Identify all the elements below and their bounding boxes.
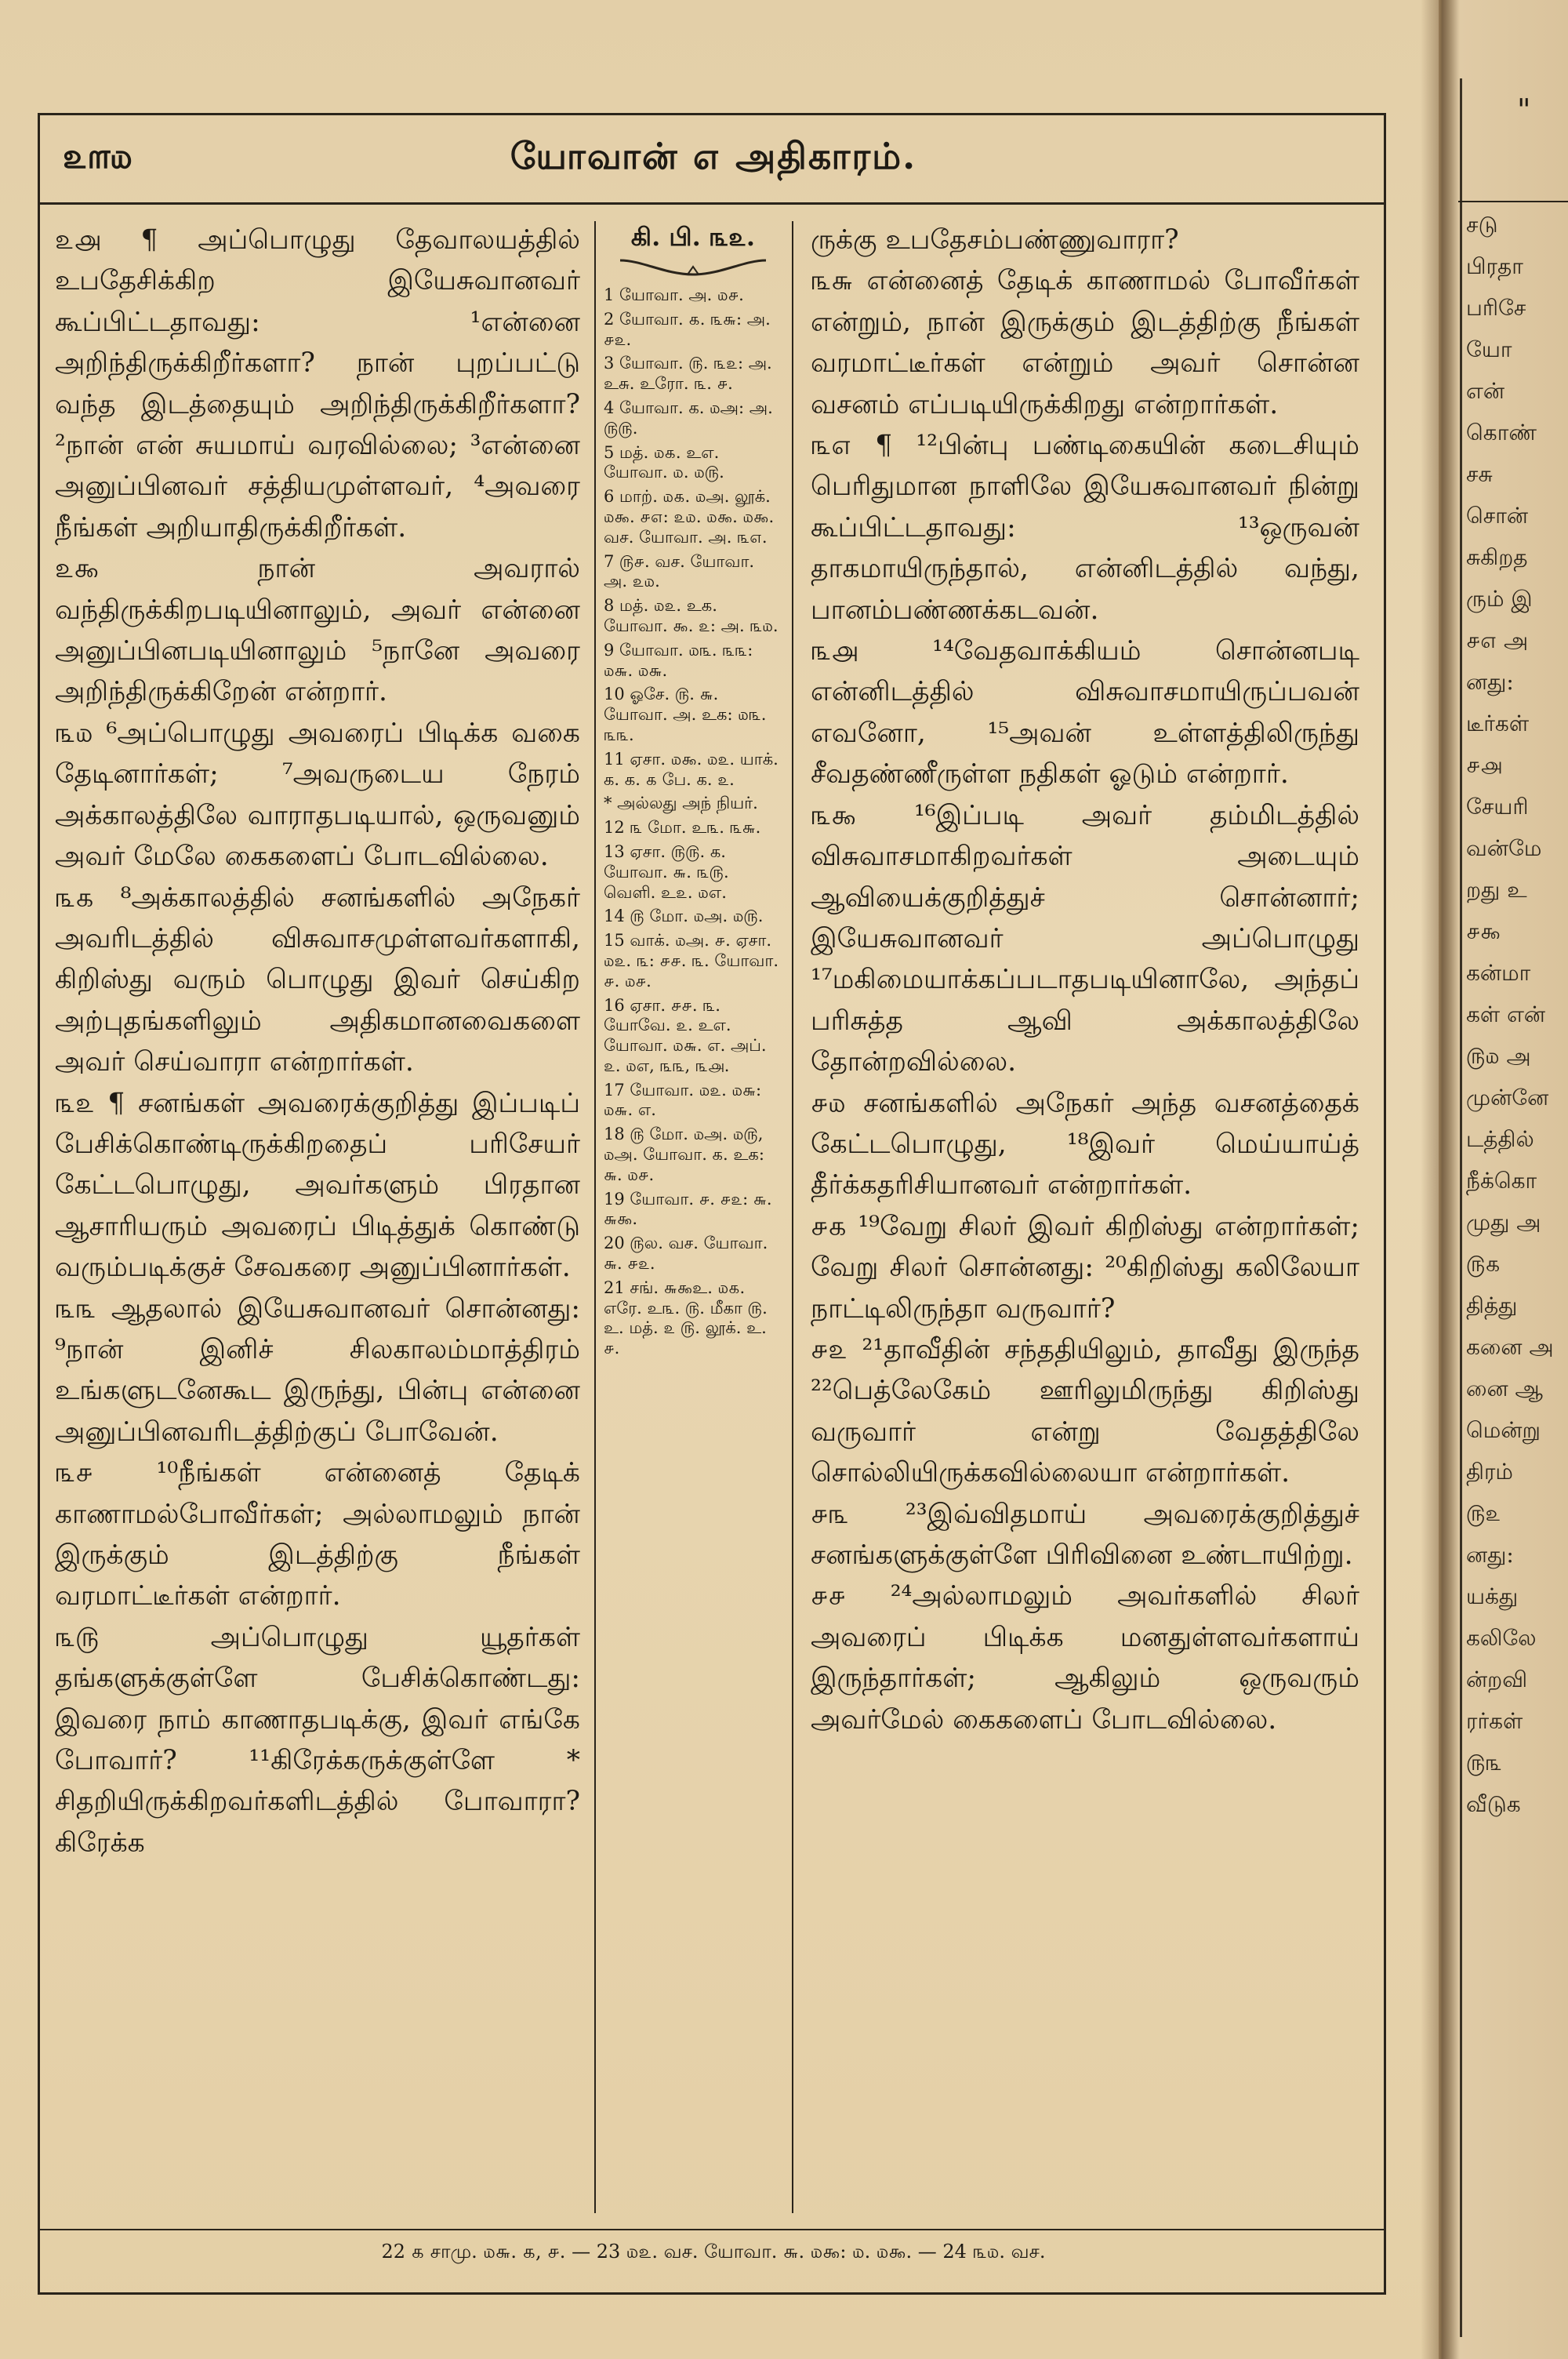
next-page-line-fragment: சேயரி (1466, 794, 1529, 820)
next-page-line-fragment: னது: (1466, 669, 1514, 695)
next-page-line-fragment: ௪௯ (1466, 918, 1501, 944)
cross-reference-note: 1 யோவா. அ. ௰௪. (604, 285, 744, 304)
next-page-header-rule (1458, 201, 1568, 202)
next-page-line-fragment: நீக்கொ (1466, 1168, 1537, 1194)
next-page-line-fragment: ௫௧ (1466, 1251, 1501, 1277)
page-number: ௨௱௰ (63, 136, 132, 176)
next-page-line-fragment: பிரதா (1466, 253, 1523, 279)
page-title: யோவான் ௭ அதிகாரம். (510, 135, 917, 177)
right-column-verse: ௪௧ ¹⁹வேறு சிலர் இவர் கிறிஸ்து என்றார்கள்; வேறு சிலர் சொன்னது: ²⁰கிறிஸ்து கலிலேயா நாட்டிலிருந்தா வருவார்? (811, 1210, 1359, 1325)
cross-reference-note: 5 மத். ௰௧. உஎ. யோவா. ௰. ௰௫. (604, 442, 724, 482)
next-page-line-fragment: முன்னே (1466, 1085, 1549, 1110)
next-page-line-fragment: வன்மே (1466, 835, 1542, 861)
next-page-line-fragment: ௫௰ அ (1466, 1043, 1531, 1069)
next-page-line-fragment: ன்றவி (1466, 1667, 1528, 1692)
next-page-line-fragment: தித்து (1466, 1292, 1518, 1318)
next-page-line-fragment: கலிலே (1466, 1625, 1537, 1651)
next-page-line-fragment: டத்தில் (1466, 1126, 1534, 1152)
cross-reference-note: 12 ௩ மோ. உ௩. ௩௬. (604, 818, 761, 838)
next-page-line-fragment: கனை அ (1466, 1334, 1554, 1360)
cross-reference-note: 10 ஓசே. ௫. ௬. யோவா. அ. உக: ௰௩. ௩௩. (604, 685, 767, 744)
cross-reference-note: 16 ஏசா. ௪௪. ௩. யோவே. ௨. உஎ. யோவா. ௰௬. எ. அப். ௨. ௰எ, ௩௩, ௩௮. (604, 995, 767, 1075)
cross-reference-note: 9 யோவா. ௰௩. ௩௩: ௰௬. ௰௬. (604, 640, 753, 680)
next-page-line-fragment: னது: (1466, 1542, 1514, 1568)
cross-reference-note: 17 யோவா. ௰௨. ௰௬: ௰௬. எ. (604, 1080, 762, 1120)
next-page-line-fragment: கன்மா (1466, 960, 1531, 986)
cross-reference-column (604, 220, 782, 1363)
next-page-line-fragment: ௪௭ அ (1466, 627, 1529, 653)
next-page-line-fragment: சொன் (1466, 503, 1529, 529)
right-column-verse: ௩௬ என்னைத் தேடிக் காணாமல் போவீர்கள் என்றும், நான் இருக்கும் இடத்திற்கு நீங்கள் வரமாட்டீர்கள் என்றும் அவர் சொன்ன வசனம் எப்படியிருக்கிறது என்றார்கள். (811, 265, 1359, 420)
next-page-line-fragment: யக்து (1466, 1583, 1519, 1609)
next-page-line-fragment: சுகிறத (1466, 544, 1528, 570)
cross-reference-note: 19 யோவா. ௪. ௪௨: ௬. ௬௯. (604, 1189, 772, 1229)
next-page-line-fragment: ரும் இ (1466, 586, 1533, 612)
column-divider-left (594, 221, 596, 2213)
next-page-line-fragment: டீர்கள் (1466, 711, 1530, 736)
next-page-line-fragment: றது உ (1466, 877, 1527, 903)
cross-reference-note: 11 ஏசா. ௰௯. ௰௨. யாக். க. க. ௧ பே. க. ௨. (604, 749, 779, 789)
next-page-line-fragment: சசு (1466, 461, 1493, 487)
cross-reference-note: 6 மாற். ௰௧. ௰அ. லூக். ௰௯. ௪௭: ௨௰. ௰௯. ௰௯. வச. யோவா. அ. ௩௭. (604, 487, 775, 547)
right-column-verse: ௩௭ ¶ ¹²பின்பு பண்டிகையின் கடைசியும் பெரிதுமான நாளிலே இயேசுவானவர் நின்று கூப்பிட்டதாவது: ¹³ஒருவன் தாகமாயிருந்தால், என்னிடத்தில் வந்து, பானம்பண்ணக்கடவன். (811, 430, 1359, 626)
next-page-line-fragment: வீடுக (1466, 1791, 1521, 1817)
right-column-verse: ௪௪ ²⁴அல்லாமலும் அவர்களில் சிலர் அவரைப் பிடிக்க மனதுள்ளவர்களாய் இருந்தார்கள்; ஆகிலும் ஒருவரும் அவர்மேல் கைகளைப் போடவில்லை. (811, 1580, 1359, 1736)
next-page-line-fragment: முது அ (1466, 1209, 1541, 1235)
next-page-line-fragment: ௪௮ (1466, 752, 1503, 778)
cross-reference-note: 14 ௫ மோ. ௰அ. ௰௫. (604, 907, 764, 926)
next-page-line-fragment: ரர்கள் (1466, 1708, 1523, 1734)
next-page-line-fragment: ௫௩ (1466, 1750, 1502, 1776)
cross-reference-note: 21 சங். ௬௯உ. ௰௧. எரே. உ௩. ௫. மீகா ௫. உ. மத். ௨ ௫. லூக். உ. ௪. (604, 1278, 768, 1358)
left-column-verse: ௩௪ ¹⁰நீங்கள் என்னைத் தேடிக் காணாமல்போவீர்கள்; அல்லாமலும் நான் இருக்கும் இடத்திற்கு நீங்கள் வரமாட்டீர்கள் என்றார். (55, 1457, 580, 1612)
next-page-border (1460, 78, 1462, 2337)
left-text-column (55, 220, 580, 1863)
left-column-verse: ௨௯ நான் அவரால் வந்திருக்கிறபடியினாலும், அவர் என்னை அனுப்பினபடியினாலும் ⁵நானே அவரை அறிந்திருக்கிறேன் என்றார். (55, 553, 580, 708)
footnote-rule (38, 2229, 1386, 2230)
left-column-verse: ௩௩ ஆதலால் இயேசுவானவர் சொன்னது: ⁹நான் இனிச் சிலகாலம்மாத்திரம் உங்களுடனேகூட இருந்து, பின்பு என்னை அனுப்பினவரிடத்திற்குப் போவேன். (55, 1292, 580, 1448)
cross-reference-list (604, 285, 782, 1359)
cross-reference-note: 20 ௫ல. வச. யோவா. ௬. ௪௨. (604, 1234, 768, 1274)
next-page-line-fragment: பரிசே (1466, 295, 1526, 321)
right-column-verse: ௪௨ ²¹தாவீதின் சந்ததியிலும், தாவீது இருந்த ²²பெத்லேகேம் ஊரிலுமிருந்து கிறிஸ்து வருவார் என்று வேதத்திலே சொல்லியிருக்கவில்லையா என்றார்கள். (811, 1333, 1359, 1489)
cross-reference-note: 7 ௫௪. வச. யோவா. அ. ௨௰. (604, 551, 755, 591)
next-page-line-fragment: ௫௨ (1466, 1500, 1501, 1526)
next-page-line-fragment: னை ஆ (1466, 1376, 1543, 1401)
cross-reference-note: 4 யோவா. க. ௰அ: அ. ௫௫. (604, 398, 773, 438)
cross-reference-note: 2 யோவா. ௧. ௩௬: அ. ௪௨. (604, 309, 771, 349)
right-column-verse: ௪௰ சனங்களில் அநேகர் அந்த வசனத்தைக் கேட்டபொழுது, ¹⁸இவர் மெய்யாய்த் தீர்க்கதரிசியானவர் என்றார்கள். (811, 1087, 1359, 1201)
next-page-line-fragment: திரம் (1466, 1459, 1513, 1485)
left-column-verse: ௩௰ ⁶அப்பொழுது அவரைப் பிடிக்க வகை தேடினார்கள்; ⁷அவருடைய நேரம் அக்காலத்திலே வாராதபடியால், ஒருவனும் அவர் மேலே கைகளைப் போடவில்லை. (55, 717, 580, 873)
right-column-verse: ௪௩ ²³இவ்விதமாய் அவரைக்குறித்துச் சனங்களுக்குள்ளே பிரிவினை உண்டாயிற்று. (811, 1498, 1359, 1571)
footnote: 22 ௧ சாமு. ௰௬. ௧, ௪. — 23 ௰௨. வச. யோவா. ௬. ௰௯: ௰. ௰௯. — 24 ௩௰. வச. (381, 2241, 1046, 2263)
right-text-column (811, 220, 1359, 1740)
cross-reference-note: 8 மத். ௰௨. உக. யோவா. ௯. ௨: அ. ௩௰. (604, 596, 779, 635)
right-column-verse: ௩௮ ¹⁴வேதவாக்கியம் சொன்னபடி என்னிடத்தில் விசுவாசமாயிருப்பவன் எவனோ, ¹⁵அவன் உள்ளத்திலிருந்து சீவதண்ணீருள்ள நதிகள் ஓடும் என்றார். (811, 635, 1359, 791)
margin-heading: கி. பி. ௩௨. (630, 222, 756, 252)
right-column-verse: ருக்கு உபதேசம்பண்ணுவாரா? (811, 224, 1179, 256)
header-rule (38, 202, 1386, 205)
cross-reference-note: 18 ௫ மோ. ௰அ. ௰௫, ௰அ. யோவா. க. உக: ௬. ௰௪. (604, 1125, 764, 1184)
next-page-line-fragment: என் (1466, 378, 1504, 404)
cross-reference-note: 13 ஏசா. ௫௫. க. யோவா. ௬. ௩௫. வெளி. உ௨. ௰எ. (604, 841, 729, 902)
next-page-header-mark: " (1517, 93, 1531, 127)
cross-reference-note: 15 வாக். ௰அ. ௪. ஏசா. ௰௨. ௩: ௪௪. ௩. யோவா. ௪. ௰௪. (604, 931, 779, 990)
left-column-verse: ௨௮ ¶ அப்பொழுது தேவாலயத்தில் உபதேசிக்கிற இயேசுவானவர் கூப்பிட்டதாவது: ¹என்னை அறிந்திருக்கிறீர்களா? நான் புறப்பட்டு வந்த இடத்தையும் அறிந்திருக்கிறீர்களா? ²நான் என் சுயமாய் வரவில்லை; ³என்னை அனுப்பினவர் சத்தியமுள்ளவர், ⁴அவரை நீங்கள் அறியாதிருக்கிறீர்கள். (55, 224, 580, 543)
next-page-fragment-column (1466, 204, 1568, 1825)
next-page-line-fragment: சடு (1466, 212, 1498, 238)
next-page-line-fragment: கள் என் (1466, 1001, 1546, 1027)
left-column-verse: ௩௫ அப்பொழுது யூதர்கள் தங்களுக்குள்ளே பேசிக்கொண்டது: இவரை நாம் காணாதபடிக்கு, இவர் எங்கே போவார்? ¹¹கிரேக்கருக்குள்ளே * சிதறியிருக்கிறவர்களிடத்தில் போவாரா? கிரேக்க (55, 1621, 580, 1859)
ornament-brace-icon (619, 257, 768, 278)
left-column-verse: ௩௨ ¶ சனங்கள் அவரைக்குறித்து இப்படிப் பேசிக்கொண்டிருக்கிறதைப் பரிசேயர் கேட்டபொழுது, அவர்களும் பிரதான ஆசாரியரும் அவரைப் பிடித்துக் கொண்டு வரும்படிக்குச் சேவகரை அனுப்பினார்கள். (55, 1087, 580, 1284)
left-column-verse: ௩௧ ⁸அக்காலத்தில் சனங்களில் அநேகர் அவரிடத்தில் விசுவாசமுள்ளவர்களாகி, கிறிஸ்து வரும் பொழுது இவர் செய்கிற அற்புதங்களிலும் அதிகமானவைகளை அவர் செய்வாரா என்றார்கள். (55, 881, 580, 1078)
cross-reference-note: 3 யோவா. ௫. ௩௨: அ. உசு. உரோ. ௩. ௪. (604, 354, 772, 394)
next-page-line-fragment: கொண் (1466, 420, 1537, 445)
page-gutter (1421, 0, 1460, 2359)
cross-reference-note: * அல்லது அந் நியர். (604, 794, 758, 813)
next-page-line-fragment: யோ (1466, 336, 1512, 362)
column-divider-right (792, 221, 793, 2213)
next-page-line-fragment: மென்று (1466, 1417, 1541, 1443)
right-column-verse: ௩௯ ¹⁶இப்படி அவர் தம்மிடத்தில் விசுவாசமாகிறவர்கள் அடையும் ஆவியைக்குறித்துச் சொன்னார்; இயேசுவானவர் அப்பொழுது ¹⁷மகிமையாக்கப்படாதபடியினாலே, அந்தப் பரிசுத்த ஆவி அக்காலத்திலே தோன்றவில்லை. (811, 799, 1359, 1078)
